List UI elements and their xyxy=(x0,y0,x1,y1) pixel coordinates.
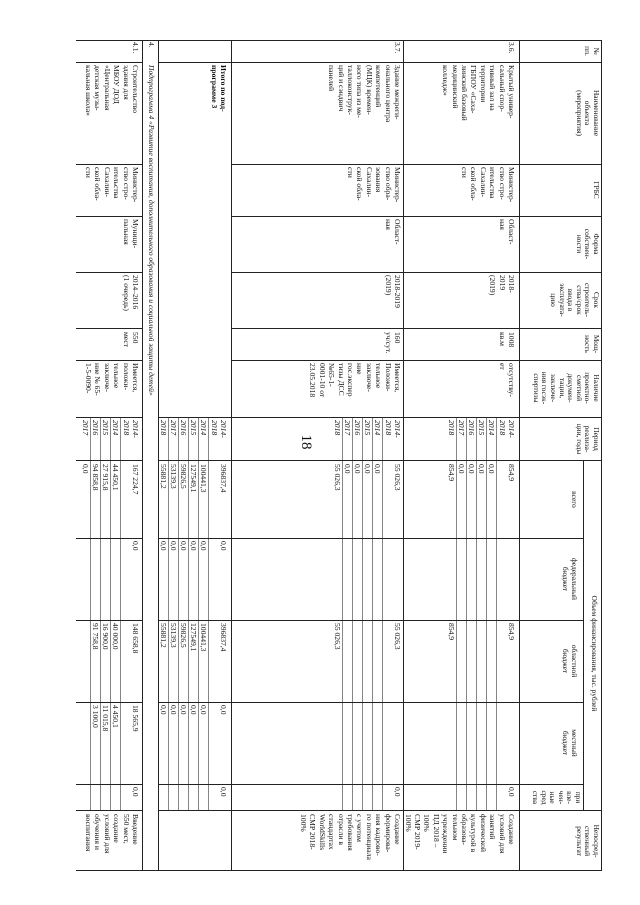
row-3-6-ownership: Област- ная xyxy=(497,219,516,245)
row-3-7-period-2: 2015 xyxy=(363,420,372,436)
subtotal-total-4: 53139,3 xyxy=(169,464,178,489)
row-4-1-term: 2014–2016 (1 очередь) xyxy=(121,275,140,311)
subtotal-local-5: 0,0 xyxy=(159,705,168,715)
row-3-7-period-0: 2014- 2018 xyxy=(383,420,402,438)
row-4-1-no: 4.1. xyxy=(131,42,140,54)
row-3-7-total-1: 0,0 xyxy=(373,464,382,474)
row-4-1-period-2: 2015 xyxy=(101,420,110,436)
subtotal-year-line-5 xyxy=(168,417,169,810)
row-3-7-period-5: 2018 xyxy=(333,420,342,436)
col-divider-7 xyxy=(159,417,602,418)
row-4-1-total-4: 0,0 xyxy=(81,464,90,474)
subtotal-period-5: 2018 xyxy=(159,420,168,436)
header-result: Непосред- ственный результат xyxy=(574,824,601,858)
subtotal-period-0: 2014- 2018 xyxy=(209,420,228,438)
row-4-1-ownership: Муници- пальная xyxy=(121,219,140,249)
row-4-1-name: Строительство здания для МБОУ ДОД «Центральная детская музы- кальная школа» xyxy=(83,65,140,116)
row-3-6-total-0: 854,9 xyxy=(507,464,516,482)
row-4-1-regional-0: 148 658,8 xyxy=(131,623,140,654)
row-4-1-year-line-1 xyxy=(120,417,121,810)
row-4-1-regional-1: 40 000,0 xyxy=(111,623,120,650)
subtotal-regional-0: 396837,4 xyxy=(219,623,228,652)
row-3-7-attracted: 0,0 xyxy=(393,787,402,797)
col-divider-5 xyxy=(232,328,602,329)
subtotal-federal-0: 0,0 xyxy=(219,541,228,551)
subtotal-local-0: 0,0 xyxy=(219,705,228,715)
row-3-6-period-4: 2017 xyxy=(457,420,466,436)
row-4-1-total-2: 27 915,8 xyxy=(101,464,110,491)
subtotal-total-5: 55881,2 xyxy=(159,464,168,489)
subtotal-regional-1: 100441,3 xyxy=(199,623,208,652)
section-4-no: 4. xyxy=(147,42,156,48)
row-4-1-divider-1 xyxy=(76,62,143,63)
row-4-1-local-3: 3 100,0 xyxy=(91,705,100,728)
row-4-1-regional-3: 91 758,8 xyxy=(91,623,100,650)
row-3-6-docs: отсутству- ет xyxy=(497,363,516,397)
row-4-1-attracted: 0,0 xyxy=(131,787,140,797)
header-federal: федеральный бюджет xyxy=(561,558,579,600)
row-3-7-year-line-5 xyxy=(342,417,343,810)
header-grbs: ГРБС xyxy=(592,181,601,199)
row-3-6-period-0: 2014- 2018 xyxy=(497,420,516,438)
row-4-1-local-2: 11 015,8 xyxy=(101,705,110,732)
row-4-1-local-1: 4 450,1 xyxy=(111,705,120,728)
header-name: Наименование объекта (мероприятия) xyxy=(574,89,601,137)
header-local: местный бюджет xyxy=(561,729,579,757)
row-3-6-grbs: Министер- ство стро- ительства Сахалин- ской обла- сти xyxy=(459,167,516,203)
row-4-1-local-0: 18 565,9 xyxy=(131,705,140,732)
row-3-7-period-1: 2014 xyxy=(373,420,382,436)
subtotal-regional-5: 55881,2 xyxy=(159,623,168,648)
subtotal-regional-4: 53139,3 xyxy=(169,623,178,648)
row-4-1-docs: Имеется, положи- тельное заключе- ние № 65- 1-5-0090- xyxy=(83,363,140,396)
header-total: всего xyxy=(570,491,579,508)
subtotal-local-4: 0,0 xyxy=(169,705,178,715)
row-3-7-grbs: Министер- ство обра- зования Сахалин- ской обла- сти xyxy=(345,167,402,203)
col-divider-2 xyxy=(232,164,602,165)
row-3-6-term: 2018- 2019 (2019) xyxy=(488,275,516,296)
subtotal-federal-4: 0,0 xyxy=(169,541,178,551)
header-period: Период реализа- ции, годы xyxy=(574,423,601,455)
col-divider-13 xyxy=(159,810,602,811)
row-3-6-period-1: 2014 xyxy=(487,420,496,436)
subtotal-year-line-2 xyxy=(198,417,199,810)
row-4-1-total-0: 167 224,7 xyxy=(131,464,140,495)
row-3-7-period-4: 2017 xyxy=(343,420,352,436)
header-finance-group: Объем финансирования, тыс. рублей xyxy=(590,595,599,712)
row-3-6-total-2: 0,0 xyxy=(477,464,486,474)
row-3-6-no: 3.6. xyxy=(507,42,516,54)
subtotal-total-1: 100441,3 xyxy=(199,464,208,493)
subtotal-local-2: 0,0 xyxy=(189,705,198,715)
row-4-1-divider-6 xyxy=(76,360,143,361)
row-4-1-period-0: 2014- 2018 xyxy=(121,420,140,438)
row-4-1-year-line-3 xyxy=(100,417,101,810)
subtotal-period-3: 2016 xyxy=(179,420,188,436)
row-3-7-total-5: 55 026,3 xyxy=(333,464,342,491)
row-3-6-total-3: 0,0 xyxy=(467,464,476,474)
row-4-1-divider-4 xyxy=(76,272,143,273)
subtotal-label: Итого по под- программе 3 xyxy=(209,65,228,112)
subtotal-regional-2: 127549,1 xyxy=(189,623,198,652)
row-3-7-term: 2018-2019 (2019) xyxy=(383,275,402,308)
row-3-6-total-4: 0,0 xyxy=(457,464,466,474)
row-3-6-total-1: 0,0 xyxy=(487,464,496,474)
finance-group-rule xyxy=(583,460,584,810)
row-4-1-divider-13 xyxy=(76,810,143,811)
row-3-7-total-4: 0,0 xyxy=(343,464,352,474)
row-3-6-capacity: 1008 кв.м xyxy=(497,332,516,348)
row-3-6-year-line-2 xyxy=(486,417,487,810)
row-3-7-ownership: Област- ная xyxy=(383,219,402,245)
row-3-6-attracted: 0,0 xyxy=(507,787,516,797)
row-4-1-divider-2 xyxy=(76,164,143,165)
row-3-7-docs: Имеется, Положи- тельное заключе- ние гос.экспер тизы ДСС №65-1- 0001-10 от 23.05.2018 xyxy=(308,363,402,398)
row-3-6-year-line-4 xyxy=(466,417,467,810)
subtotal-period-1: 2014 xyxy=(199,420,208,436)
col-divider-4 xyxy=(232,272,602,273)
row-3-7-total-2: 0,0 xyxy=(363,464,372,474)
page-number: 18 xyxy=(298,434,314,450)
row-3-6-name: Крытый универ- сальный спор- тивный зал на территории ГБПОУ «Саха- линский базовый медицинский колледж» xyxy=(441,65,516,121)
row-3-6-regional-5: 854,9 xyxy=(447,623,456,641)
row-3-6-year-line-3 xyxy=(476,417,477,810)
row-3-6-period-3: 2016 xyxy=(467,420,476,436)
subtotal-federal-2: 0,0 xyxy=(189,541,198,551)
col-divider-8 xyxy=(159,460,602,461)
row-4-1-total-1: 44 450,1 xyxy=(111,464,120,491)
subtotal-federal-5: 0,0 xyxy=(159,541,168,551)
row-3-7-year-line-2 xyxy=(372,417,373,810)
subtotal-year-line-3 xyxy=(188,417,189,810)
subtotal-regional-3: 59826,5 xyxy=(179,623,188,648)
row-4-1-divider-5 xyxy=(76,328,143,329)
row-3-7-year-line-4 xyxy=(352,417,353,810)
row-4-1-grbs: Министер- ство стро- ительства Сахалин- ской обла- сти xyxy=(83,167,140,203)
row-4-1-period-3: 2016 xyxy=(91,420,100,436)
row-3-6-period-2: 2015 xyxy=(477,420,486,436)
header-no: № пп. xyxy=(583,46,601,56)
row-4-1-result: Введение 550 мест, создание условий для обучения и воспитания xyxy=(83,814,140,854)
row-3-6-regional-0: 854,9 xyxy=(507,623,516,641)
subtotal-year-line-1 xyxy=(208,417,209,810)
row-4-1-regional-2: 16 900,0 xyxy=(101,623,110,650)
row-3-7-year-line-3 xyxy=(362,417,363,810)
row-3-7-no: 3.7. xyxy=(393,42,402,54)
row-4-1-year-line-4 xyxy=(90,417,91,810)
subtotal-year-line-4 xyxy=(178,417,179,810)
header-regional: областной бюджет xyxy=(561,644,579,678)
row-3-7-regional-5: 55 026,3 xyxy=(333,623,342,650)
header-term: Срок строитель- ства/срок ввода в эксплуата- цию xyxy=(549,283,601,317)
row-3-7-regional-0: 55 026,3 xyxy=(393,623,402,650)
row-4-1-federal: 0,0 xyxy=(131,541,140,551)
subtotal-total-0: 396837,4 xyxy=(219,464,228,493)
row-3-7-capacity: 160 уч/сут. xyxy=(383,332,402,354)
header-capacity: Мощ- ность xyxy=(583,334,601,354)
row-4-1-year-line-2 xyxy=(110,417,111,810)
table-border-left xyxy=(76,40,602,41)
row-3-6-year-line-1 xyxy=(496,417,497,810)
row-4-1-period-1: 2014 xyxy=(111,420,120,436)
table-border-right xyxy=(76,870,602,871)
header-attracted: при вле- чен- ные сред ства xyxy=(531,790,583,805)
subtotal-bottom-rule xyxy=(158,40,159,870)
row-3-7-name: Здание межреги- онального центра компетенций (МЦК) времен- ного типа из ме- таллоконструк- ций и сэндвич панелей xyxy=(327,65,402,123)
row-3-7-total-0: 55 026,3 xyxy=(393,464,402,491)
col-divider-6 xyxy=(232,360,602,361)
row-4-1-period-4: 2017 xyxy=(81,420,90,436)
subtotal-total-2: 127549,1 xyxy=(189,464,198,493)
subtotal-total-3: 59826,5 xyxy=(179,464,188,489)
row-3-7-total-3: 0,0 xyxy=(353,464,362,474)
row-3-6-year-line-5 xyxy=(456,417,457,810)
row-3-7-year-line-1 xyxy=(382,417,383,810)
header-docs: Наличие проектно- сметной докумен- тации, заключе- ния госэк- спертизы xyxy=(531,371,601,405)
row-4-1-capacity: 550 мест xyxy=(121,332,140,348)
subtotal-attracted: 0,0 xyxy=(219,787,228,797)
row-3-6-result: Создание условий для занятий физической культурой в образова- тельном учреждении ПД 2018 – 100% СМР 2019- 100% xyxy=(403,814,516,854)
section-4-title: Подпрограмма 4 «Развитие воспитания, дополнительного образования и социальной защиты детей» xyxy=(147,65,156,396)
row-4-1-total-3: 94 858,8 xyxy=(91,464,100,491)
subtotal-local-3: 0,0 xyxy=(179,705,188,715)
row-3-6-period-5: 2018 xyxy=(447,420,456,436)
col-divider-1 xyxy=(159,62,602,63)
row-3-6-total-5: 854,9 xyxy=(447,464,456,482)
subtotal-federal-1: 0,0 xyxy=(199,541,208,551)
subtotal-local-1: 0,0 xyxy=(199,705,208,715)
row-3-7-period-3: 2016 xyxy=(353,420,362,436)
subtotal-period-4: 2017 xyxy=(169,420,178,436)
row-3-7-result: Создание формирова- ния кадрово- го потенциала с учетом требования отрасли в стандартах WorldSkills СМР 2018- 100% xyxy=(298,814,402,860)
row-4-1-divider-3 xyxy=(76,216,143,217)
subtotal-period-2: 2015 xyxy=(189,420,198,436)
col-divider-3 xyxy=(232,216,602,217)
header-ownership: Форма собствен- ности xyxy=(574,228,601,260)
subtotal-federal-3: 0,0 xyxy=(179,541,188,551)
